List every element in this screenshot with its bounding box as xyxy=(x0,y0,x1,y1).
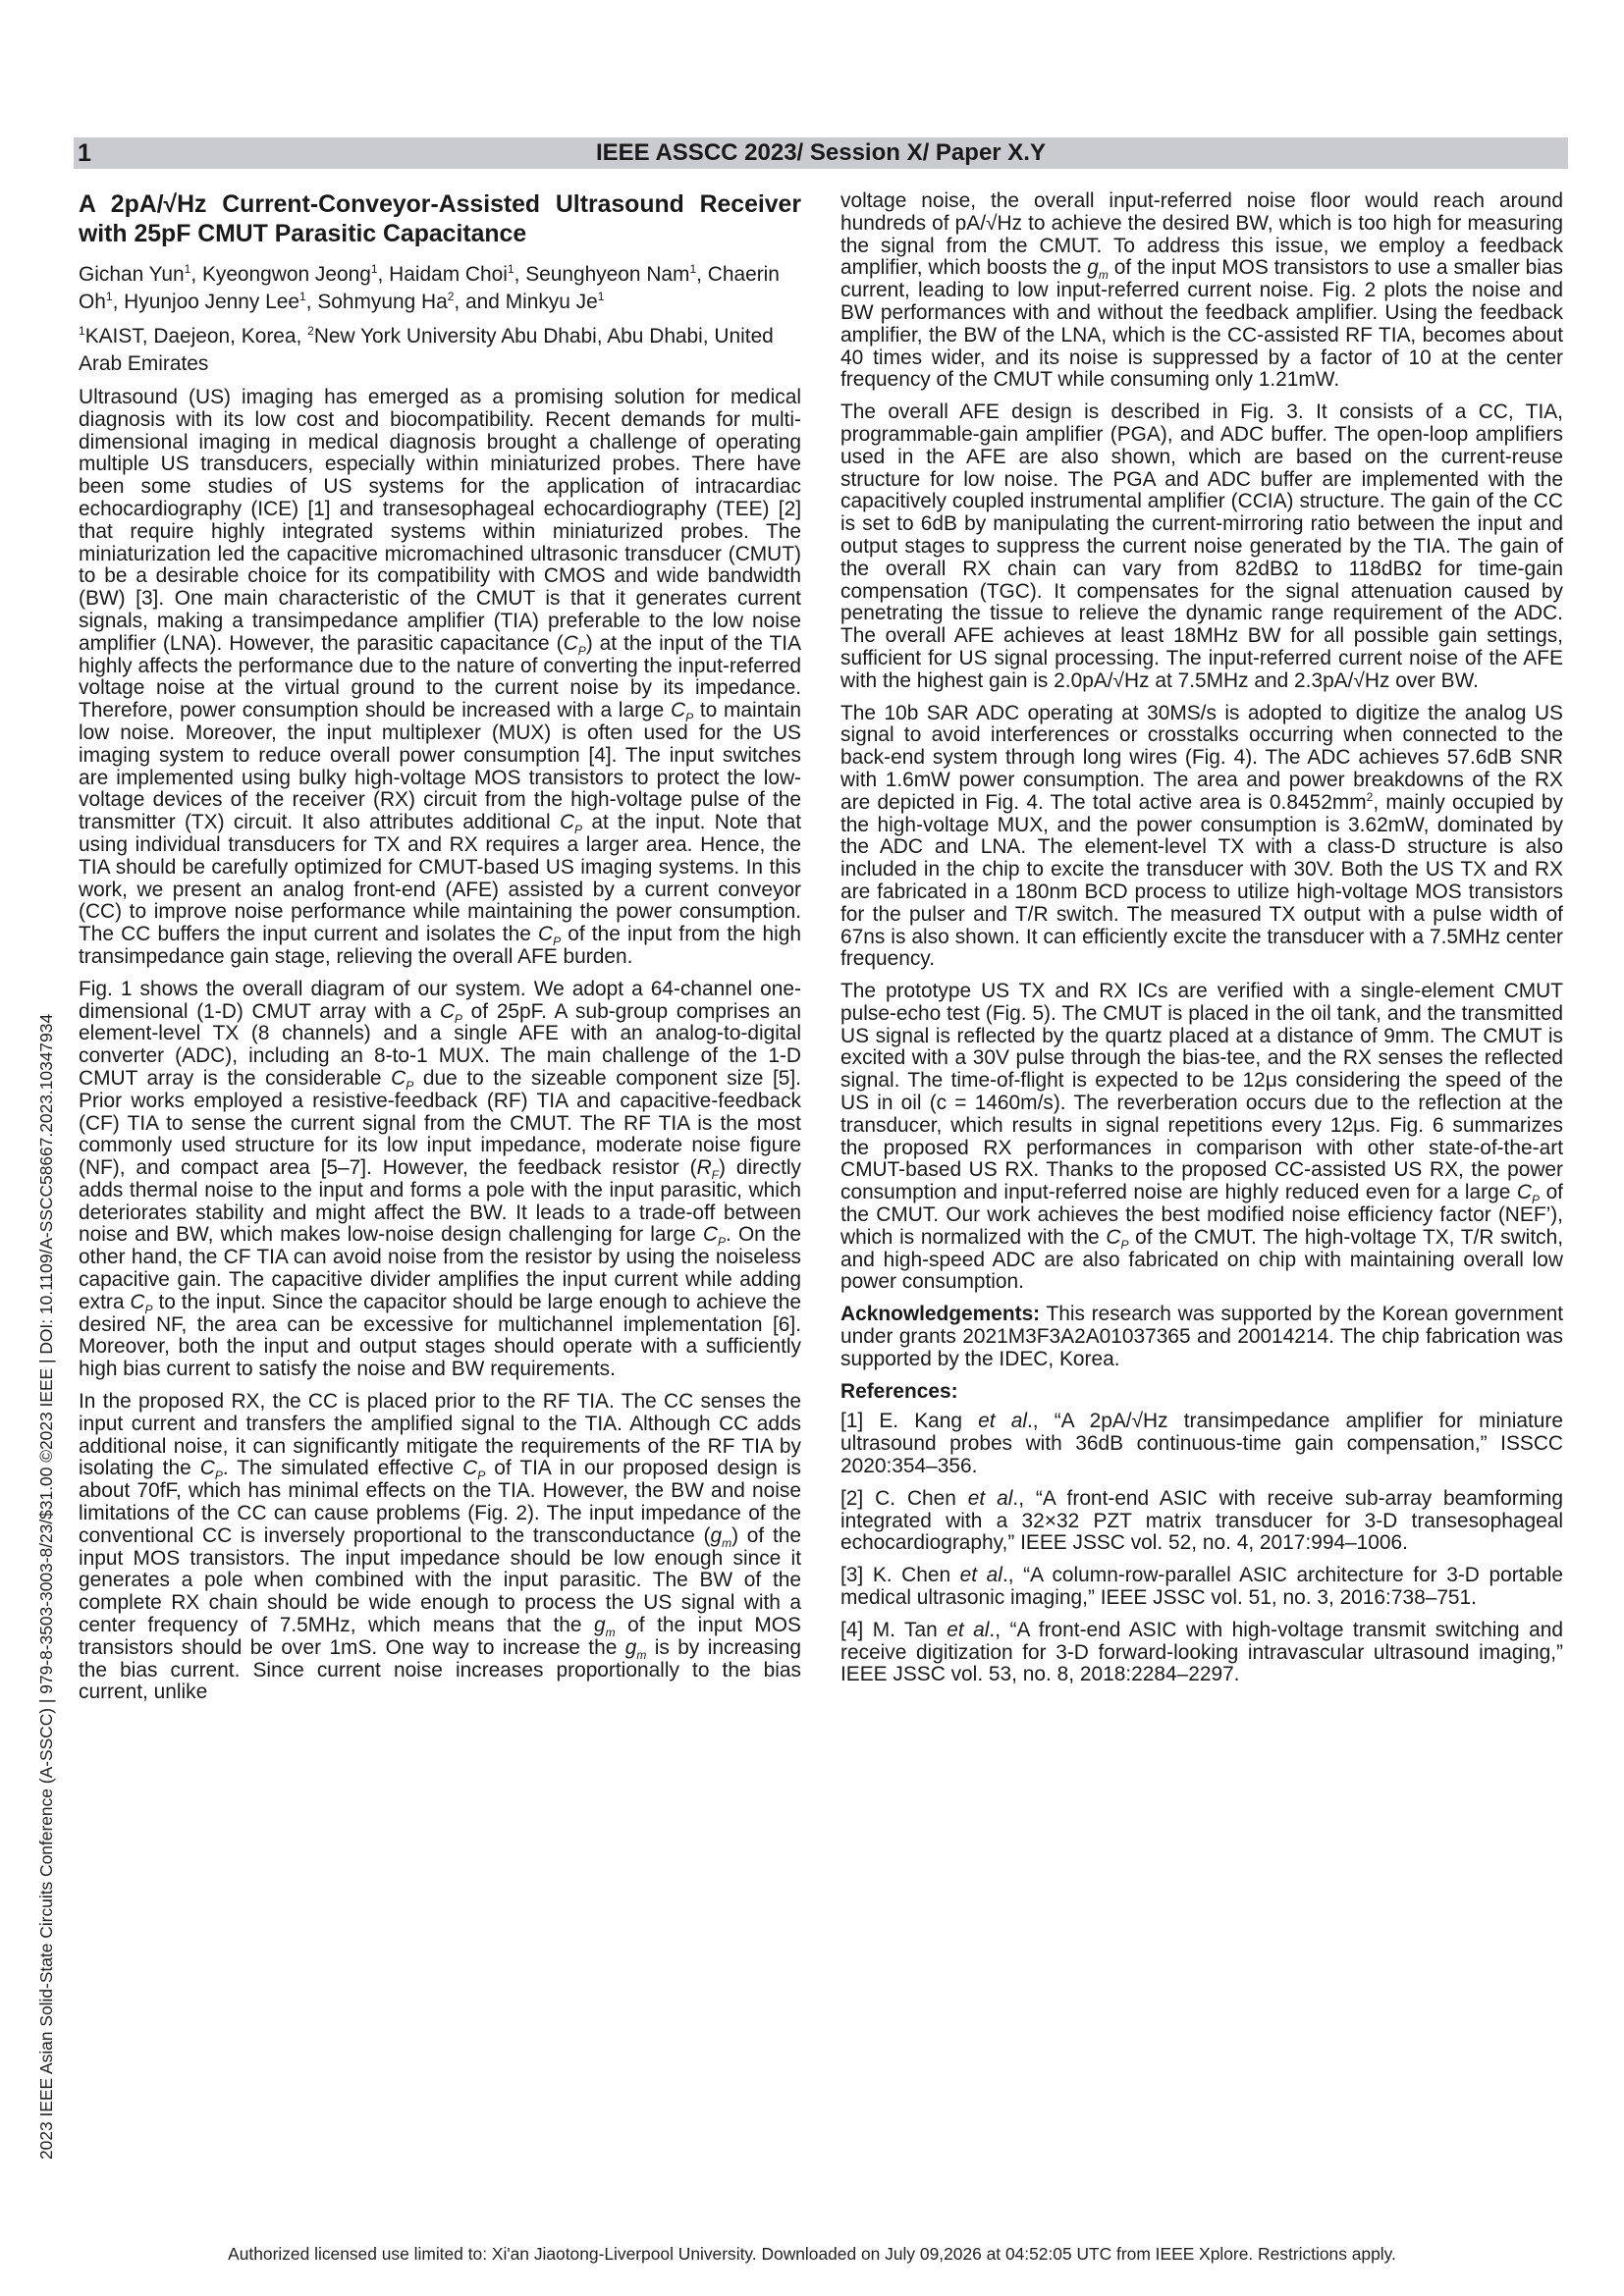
math-symbol: $C_P$ xyxy=(1516,1181,1540,1207)
author-name: Seunghyeon Nam xyxy=(525,263,690,286)
footer-license-notice: Authorized licensed use limited to: Xi'an Jiaotong-Liverpool University. Downloaded on July 09,2026 at 04:52:05 UTC from IEEE Xplore. Restrictions apply. xyxy=(228,2244,1396,2264)
math-symbol: $C_P$ xyxy=(559,811,583,837)
math-symbol: $C_P$ xyxy=(671,699,694,725)
paragraph-introduction: Ultrasound (US) imaging has emerged as a promising solution for medical diagnosis with its low cost and biocompatibility. Recent demands for multi-dimensional imaging in medical diagnosis brought a challenge of operating multiple US transducers, especially within miniaturized probes. There have been some studies of US systems for the application of intracardiac echocardiography (ICE) [1] and transesophageal echocardiography (TEE) [2] that require highly integrated systems within miniaturized probes. The miniaturization led the capacitive micromachined ultrasonic transducer (CMUT) to be a desirable choice for its compatibility with CMOS and wide bandwidth (BW) [3]. One main characteristic of the CMUT is that it generates current signals, making a transimpedance amplifier (TIA) preferable to the low noise amplifier (LNA). However, the parasitic capacitance $(C_P)$ at the input of the TIA highly affects the performance due to the nature of converting the input-referred voltage noise at the virtual ground to the current noise by its impedance. Therefore, power consumption should be increased with a large $C_P$ to maintain low noise. Moreover, the input multiplexer (MUX) is often used for the US imaging system to reduce overall power consumption [4]. The input switches are implemented using bulky high-voltage MOS transistors to protect the low-voltage devices of the receiver (RX) circuit from the high-voltage pulse of the transmitter (TX) circuit. It also attributes additional $C_P$ at the input. Note that using individual transducers for TX and RX requires a larger area. Hence, the TIA should be carefully optimized for CMUT-based US imaging systems. In this work, we present an analog front-end (AFE) assisted by a current conveyor (CC) to improve noise performance while maintaining the power consumption. The CC buffers the input current and isolates the $C_P$ of the input from the high transimpedance gain stage, relieving the overall AFE burden. xyxy=(79,386,802,968)
math-symbol: $R_F$ xyxy=(696,1156,719,1183)
page-header-bar xyxy=(74,137,1568,169)
math-symbol: $g_m$ xyxy=(710,1523,732,1551)
author-name: Minkyu Je xyxy=(505,290,598,313)
references-heading: References: xyxy=(840,1379,958,1403)
affiliations: $^1$KAIST, Daejeon, Korea, $^2$New York University Abu Dhabi, Abu Dhabi, United Arab Emirates xyxy=(79,324,774,375)
paragraph-adc: The 10b SAR ADC operating at 30MS/s is adopted to digitize the analog US signal to avoid interferences or crosstalks occurring when connected to the back-end system through long wires (Fig. 4). The ADC achieves 57.6dB SNR with 1.6mW power consumption. The area and power breakdowns of the RX are depicted in Fig. 4. The total active area is $0.8452mm^2$, mainly occupied by the high-voltage MUX, and the power consumption is 3.62mW, dominated by the ADC and LNA. The element-level TX with a class-D structure is also included in the chip to excite the transducer with 30V. Both the US TX and RX are fabricated in a 180nm BCD process to utilize high-voltage MOS transistors for the pulser and T/R switch. The measured TX output with a pulse width of 67ns is also shown. It can efficiently excite the transducer with a 7.5MHz center frequency. xyxy=(840,701,1563,971)
author-name: Haidam Choi xyxy=(389,263,508,286)
sidebar-doi-text: 2023 IEEE Asian Solid-State Circuits Conference (A-SSCC) | 979-8-3503-3003-8/23/$31.00 ©2023 IEEE | DOI: 10.1109/A-SSCC58667.2023.10347934 xyxy=(36,1013,56,2160)
author-name: Gichan Yun xyxy=(79,263,185,286)
reference-item: [2] C. Chen et al., “A front-end ASIC with receive sub-array beamforming integrated with a 32×32 PZT matrix transducer for 3-D transesophageal echocardiography,” IEEE JSSC vol. 52, no. 4, 2017:994–1006. xyxy=(840,1486,1563,1555)
author-list: Gichan Yun$^1$, Kyeongwon Jeong$^1$, Haidam Choi$^1$, Seunghyeon Nam$^1$, Chaerin Oh$^1$, Hyunjoo Jenny Lee$^1$, Sohmyung Ha$^2$, and Minkyu Je$^1$ xyxy=(79,262,780,313)
session-title: IEEE ASSCC 2023/ Session X/ Paper X.Y xyxy=(596,139,1046,166)
math-symbol: $C_P$ xyxy=(439,999,462,1026)
page-number: 1 xyxy=(78,139,91,167)
math-symbol: $C_P$ xyxy=(199,1457,223,1483)
paragraph-afe-design: The overall AFE design is described in Fig. 3. It consists of a CC, TIA, programmable-gain amplifier (PGA), and ADC buffer. The open-loop amplifiers used in the AFE are also shown, which are based on the current-reuse structure for low noise. The PGA and ADC buffer are implemented with the capacitively coupled instrumental amplifier (CCIA) structure. The gain of the CC is set to 6dB by manipulating the current-mirroring ratio between the input and output stages to suppress the current noise generated by the TIA. The gain of the overall RX chain can vary from 82dBΩ to 118dBΩ for time-gain compensation (TGC). It compensates for the signal attenuation caused by penetrating the tissue to relieve the dynamic range requirement of the ADC. The overall AFE achieves at least 18MHz BW for all possible gain settings, sufficient for US signal processing. The input-referred current noise of the AFE with the highest gain is 2.0pA/√Hz at 7.5MHz and 2.3pA/√Hz over BW. xyxy=(840,400,1563,692)
paragraph-gm-boost: voltage noise, the overall input-referred noise floor would reach around hundreds of pA/√Hz to achieve the desired BW, which is too high for measuring the signal from the CMUT. To address this issue, we employ a feedback amplifier, which boosts the $g_m$ of the input MOS transistors to use a smaller bias current, leading to low input-referred current noise. Fig. 2 plots the noise and BW performances with and without the feedback amplifier. Using the feedback amplifier, the BW of the LNA, which is the CC-assisted RF TIA, becomes about 40 times wider, and its noise is suppressed by a factor of 10 at the center frequency of the CMUT while consuming only 1.21mW. xyxy=(840,189,1563,392)
author-name: Hyunjoo Jenny Lee xyxy=(124,290,300,313)
math-symbol: $C_P$ xyxy=(563,631,586,658)
reference-list xyxy=(840,1411,1563,1686)
math-symbol: $C_P$ xyxy=(537,923,562,949)
paragraph-proposed-rx: In the proposed RX, the CC is placed prior to the RF TIA. The CC senses the input current and transfers the amplified signal to the TIA. Although CC adds additional noise, it can significantly mitigate the requirements of the RF TIA by isolating the $C_P$. The simulated effective $C_P$ of TIA in our proposed design is about 70fF, which has minimal effects on the TIA. However, the BW and noise limitations of the CC can cause problems (Fig. 2). The input impedance of the conventional CC is inversely proportional to the transconductance $(g_m)$ of the input MOS transistors. The input impedance should be low enough since it generates a pole when combined with the input parasitic. The BW of the complete RX chain should be wide enough to process the US signal with a center frequency of 7.5MHz, which means that the $g_m$ of the input MOS transistors should be over 1mS. One way to increase the $g_m$ is by increasing the bias current. Since current noise increases proportionally to the bias current, unlike xyxy=(79,1390,802,1704)
paragraph-measurement: The prototype US TX and RX ICs are verified with a single-element CMUT pulse-echo test (Fig. 5). The CMUT is placed in the oil tank, and the transmitted US signal is reflected by the quartz placed at a distance of 9mm. The CMUT is excited with a 30V pulse through the bias-tee, and the RX senses the reflected signal. The time-of-flight is expected to be 12μs considering the speed of the US in oil (c = 1460m/s). The reverberation occurs due to the reflection at the transducer, which results in signal repetitions every 12μs. Fig. 6 summarizes the proposed RX performances in comparison with other state-of-the-art CMUT-based US RX. Thanks to the proposed CC-assisted US RX, the power consumption and input-referred noise are highly reduced even for a large $C_P$ of the CMUT. Our work achieves the best modified noise efficiency factor (NEF’), which is normalized with the $C_P$ of the CMUT. The high-voltage TX, T/R switch, and high-speed ADC are also fabricated on chip with maintaining overall low power consumption. xyxy=(840,980,1564,1294)
reference-item: [3] K. Chen et al., “A column-row-parallel ASIC architecture for 3-D portable medical ultrasonic imaging,” IEEE JSSC vol. 51, no. 3, 2016:738–751. xyxy=(840,1564,1563,1610)
math-symbol: $g_m$ xyxy=(594,1614,616,1640)
math-symbol: $C_P$ xyxy=(391,1066,414,1094)
math-symbol: $C_P$ xyxy=(130,1290,153,1317)
right-column xyxy=(840,190,1563,1696)
left-column xyxy=(79,190,801,1714)
math-symbol: $g_m$ xyxy=(1087,256,1109,283)
paragraph-system-overview: Fig. 1 shows the overall diagram of our system. We adopt a 64-channel one-dimensional (1-D) CMUT array with a $C_P$ of 25pF. A sub-group comprises an element-level TX (8 channels) and a single AFE with an analog-to-digital converter (ADC), including an 8-to-1 MUX. The main challenge of the 1-D CMUT array is the considerable $C_P$ due to the sizeable component size [5]. Prior works employed a resistive-feedback (RF) TIA and capacitive-feedback (CF) TIA to sense the current signal from the CMUT. The RF TIA is the most commonly used structure for its low input impedance, moderate noise figure (NF), and compact area [5–7]. However, the feedback resistor $(R_F)$ directly adds thermal noise to the input and forms a pole with the input parasitic, which deteriorates stability and might affect the BW. It leads to a trade-off between noise and BW, which makes low-noise design challenging for large $C_P$. On the other hand, the CF TIA can avoid noise from the resistor by using the noiseless capacitive gain. The capacitive divider amplifies the input current while adding extra $C_P$ to the input. Since the capacitor should be large enough to achieve the desired NF, the area can be excessive for multichannel implementation [6]. Moreover, both the input and output stages should operate with a sufficiently high bias current to satisfy the noise and BW requirements. xyxy=(79,977,802,1381)
paper-title: A 2pA/√Hz Current-Conveyor-Assisted Ultrasound Receiver with 25pF CMUT Parasitic Capacitance xyxy=(79,191,801,247)
math-symbol: $C_P$ xyxy=(702,1223,726,1250)
reference-item: [4] M. Tan et al., “A front-end ASIC with high-voltage transmit switching and receive digitization for 3-D forward-looking intravascular ultrasound imaging,” IEEE JSSC vol. 53, no. 8, 2018:2284–2297. xyxy=(840,1618,1563,1686)
reference-item: [1] E. Kang et al., “A 2pA/√Hz transimpedance amplifier for miniature ultrasound probes with 36dB continuous-time gain compensation,” ISSCC 2020:354–356. xyxy=(840,1410,1563,1478)
math-symbol: $g_m$ xyxy=(624,1635,647,1662)
author-name: Sohmyung Ha xyxy=(317,290,448,313)
math-symbol: $C_P$ xyxy=(462,1457,486,1483)
math-symbol: $C_P$ xyxy=(1106,1225,1129,1253)
author-name: Kyeongwon Jeong xyxy=(201,263,371,286)
author-name: Chaerin Oh xyxy=(79,263,780,313)
acknowledgements: Acknowledgements: This research was supported by the Korean government under grants 2021M3F3A2A01037365 and 20014214. The chip fabrication was supported by the IDEC, Korea. xyxy=(840,1303,1563,1370)
